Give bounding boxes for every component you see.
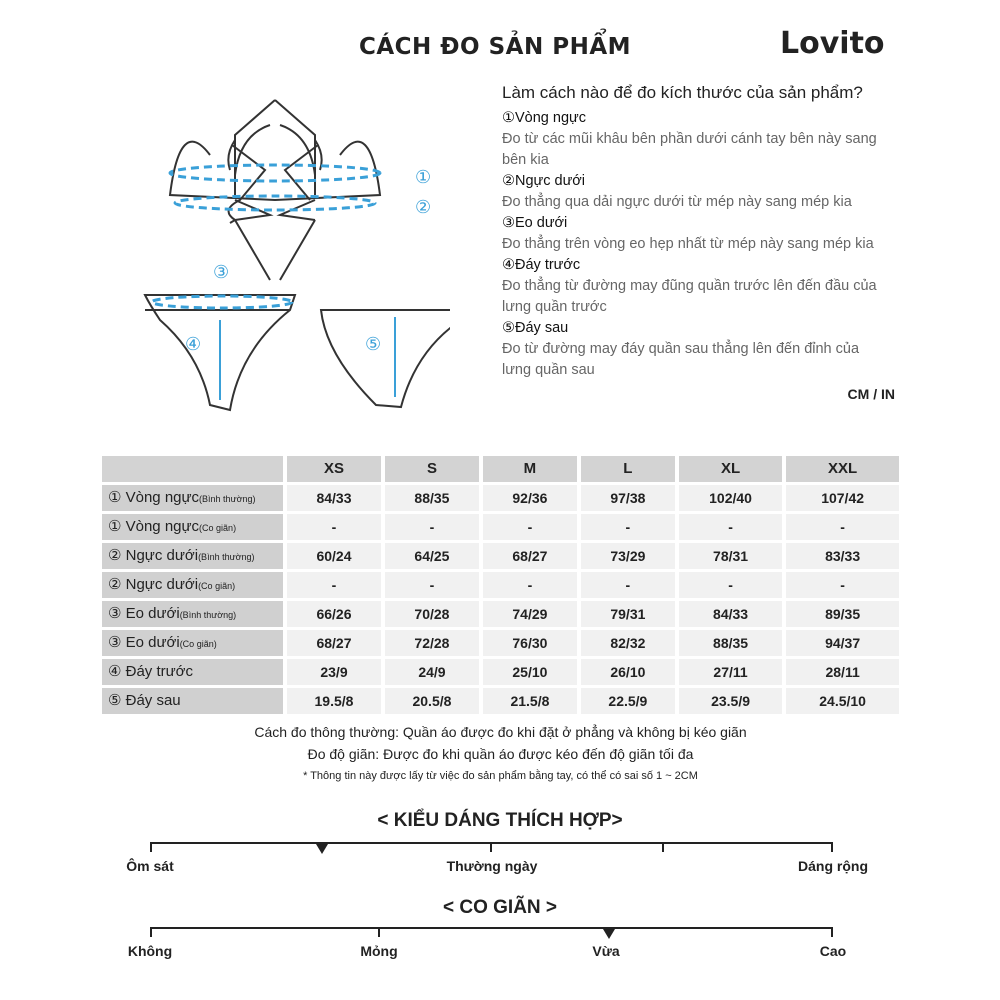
- row-label-sub: (Co giãn): [199, 522, 237, 533]
- table-cell: 94/37: [786, 630, 899, 656]
- table-cell: 84/33: [679, 601, 782, 627]
- table-cell: 76/30: [483, 630, 577, 656]
- table-cell: 97/38: [581, 485, 675, 511]
- fit-label-regular: Thường ngày: [446, 858, 538, 874]
- table-row: [102, 630, 899, 656]
- table-cell: -: [581, 514, 675, 540]
- page-title: CÁCH ĐO SẢN PHẨM: [358, 34, 632, 60]
- measurement-1: [502, 108, 892, 171]
- fit-indicator: [316, 844, 328, 854]
- table-cell: 26/10: [581, 659, 675, 685]
- measurement-5: [502, 318, 892, 381]
- row-label: [102, 659, 283, 685]
- table-row: [102, 543, 899, 569]
- size-table: [98, 453, 903, 717]
- header-blank: [102, 456, 283, 482]
- table-cell: -: [385, 514, 479, 540]
- unit-label: CM / IN: [847, 386, 895, 402]
- table-cell: 60/24: [287, 543, 381, 569]
- measurement-label: ①Vòng ngực: [502, 110, 586, 126]
- fit-label-tight: Ôm sát: [126, 858, 174, 874]
- row-label-text: ⑤ Đáy sau: [108, 691, 181, 709]
- table-cell: 78/31: [679, 543, 782, 569]
- table-cell: 82/32: [581, 630, 675, 656]
- table-cell: 64/25: [385, 543, 479, 569]
- table-cell: -: [483, 514, 577, 540]
- table-cell: 20.5/8: [385, 688, 479, 714]
- table-cell: 22.5/9: [581, 688, 675, 714]
- table-cell: 19.5/8: [287, 688, 381, 714]
- table-row: [102, 601, 899, 627]
- measurement-2: [502, 171, 892, 213]
- table-cell: -: [581, 572, 675, 598]
- measurement-guide: [502, 78, 897, 403]
- table-cell: -: [786, 514, 899, 540]
- size-header: S: [385, 456, 479, 482]
- measurement-text: Đo thẳng qua dải ngực dưới từ mép này sang mép kia: [502, 194, 852, 210]
- row-label: [102, 514, 283, 540]
- marker-3: ③: [213, 262, 230, 282]
- table-cell: 72/28: [385, 630, 479, 656]
- table-cell: 107/42: [786, 485, 899, 511]
- table-cell: -: [287, 572, 381, 598]
- stretch-title: < CO GIÃN >: [442, 897, 558, 918]
- row-label-text: ③ Eo dưới: [108, 604, 180, 622]
- table-row: [102, 688, 899, 714]
- measurement-text: Đo thẳng từ đường may đũng quần trước lên đến đầu của lưng quần trước: [502, 278, 877, 315]
- note-disclaimer: * Thông tin này được lấy từ việc đo sản phẩm bằng tay, có thể có sai số 1 ~ 2CM: [303, 770, 698, 782]
- measurement-4: [502, 255, 892, 318]
- table-cell: 24/9: [385, 659, 479, 685]
- size-header: XL: [679, 456, 782, 482]
- stretch-indicator: [603, 929, 615, 939]
- table-cell: 102/40: [679, 485, 782, 511]
- marker-5: ⑤: [365, 334, 382, 354]
- fit-scale: [126, 842, 868, 874]
- measurement-text: Đo từ đường may đáy quần sau thẳng lên đến đỉnh của lưng quần sau: [502, 341, 860, 378]
- size-header: XS: [287, 456, 381, 482]
- measurement-3: [502, 213, 892, 255]
- table-cell: 83/33: [786, 543, 899, 569]
- table-cell: 28/11: [786, 659, 899, 685]
- row-label-sub: (Bình thường): [198, 551, 255, 562]
- stretch-scale: [127, 927, 847, 959]
- marker-2: ②: [415, 197, 432, 217]
- table-cell: 73/29: [581, 543, 675, 569]
- stretch-label-low: Mỏng: [360, 943, 398, 959]
- table-cell: -: [679, 514, 782, 540]
- stretch-label-medium: Vừa: [592, 943, 620, 959]
- stretch-label-none: Không: [127, 943, 173, 959]
- note-stretch: Đo độ giãn: Được đo khi quần áo được kéo đến độ giãn tối đa: [307, 746, 694, 762]
- table-cell: 88/35: [679, 630, 782, 656]
- size-header: XXL: [786, 456, 899, 482]
- row-label: [102, 572, 283, 598]
- row-label-text: ② Ngực dưới: [108, 546, 199, 564]
- table-cell: 79/31: [581, 601, 675, 627]
- row-label: [102, 630, 283, 656]
- fit-title: < KIỂU DÁNG THÍCH HỢP>: [377, 810, 623, 831]
- row-label-text: ② Ngực dưới: [108, 575, 199, 593]
- table-cell: -: [786, 572, 899, 598]
- size-header: L: [581, 456, 675, 482]
- row-label-sub: (Co giãn): [179, 638, 217, 649]
- table-row: [102, 572, 899, 598]
- note-normal: Cách đo thông thường: Quần áo được đo khi đặt ở phẳng và không bị kéo giãn: [254, 724, 747, 740]
- measurement-text: Đo từ các mũi khâu bên phần dưới cánh tay bên này sang bên kia: [502, 131, 877, 168]
- size-header: M: [483, 456, 577, 482]
- stretch-label-high: Cao: [819, 943, 847, 959]
- table-cell: 70/28: [385, 601, 479, 627]
- table-cell: -: [385, 572, 479, 598]
- row-label-text: ① Vòng ngực: [108, 488, 200, 506]
- table-cell: 89/35: [786, 601, 899, 627]
- table-cell: 23.5/9: [679, 688, 782, 714]
- measurement-text: Đo thẳng trên vòng eo hẹp nhất từ mép này sang mép kia: [502, 236, 874, 252]
- size-section: [98, 453, 903, 784]
- howto-title: Làm cách nào để đo kích thước của sản phẩm?: [502, 83, 863, 102]
- table-cell: -: [483, 572, 577, 598]
- table-cell: 24.5/10: [786, 688, 899, 714]
- measurement-label: ②Ngực dưới: [502, 173, 586, 189]
- row-label-sub: (Bình thường): [199, 493, 256, 504]
- table-cell: 84/33: [287, 485, 381, 511]
- table-cell: 68/27: [287, 630, 381, 656]
- table-row: [102, 514, 899, 540]
- table-row: [102, 659, 899, 685]
- table-row: [102, 485, 899, 511]
- fit-label-loose: Dáng rộng: [798, 858, 868, 874]
- row-label: [102, 688, 283, 714]
- row-label-sub: (Bình thường): [179, 609, 237, 620]
- table-cell: 68/27: [483, 543, 577, 569]
- measurement-label: ④Đáy trước: [502, 257, 581, 273]
- table-cell: 74/29: [483, 601, 577, 627]
- row-label-text: ③ Eo dưới: [108, 633, 180, 651]
- table-cell: 66/26: [287, 601, 381, 627]
- table-cell: 21.5/8: [483, 688, 577, 714]
- table-cell: 88/35: [385, 485, 479, 511]
- measurement-illustration: [140, 95, 450, 425]
- table-cell: 25/10: [483, 659, 577, 685]
- table-cell: -: [287, 514, 381, 540]
- table-cell: 27/11: [679, 659, 782, 685]
- measurement-label: ⑤Đáy sau: [502, 320, 569, 336]
- row-label-sub: (Co giãn): [198, 580, 236, 591]
- table-cell: -: [679, 572, 782, 598]
- table-cell: 23/9: [287, 659, 381, 685]
- row-label-text: ④ Đáy trước: [108, 662, 193, 680]
- brand-logo: Lovito: [780, 26, 885, 61]
- marker-4: ④: [185, 334, 202, 354]
- row-label: [102, 543, 283, 569]
- measurement-label: ③Eo dưới: [502, 215, 568, 231]
- row-label: [102, 601, 283, 627]
- row-label: [102, 485, 283, 511]
- table-cell: 92/36: [483, 485, 577, 511]
- row-label-text: ① Vòng ngực: [108, 517, 200, 535]
- marker-1: ①: [415, 167, 432, 187]
